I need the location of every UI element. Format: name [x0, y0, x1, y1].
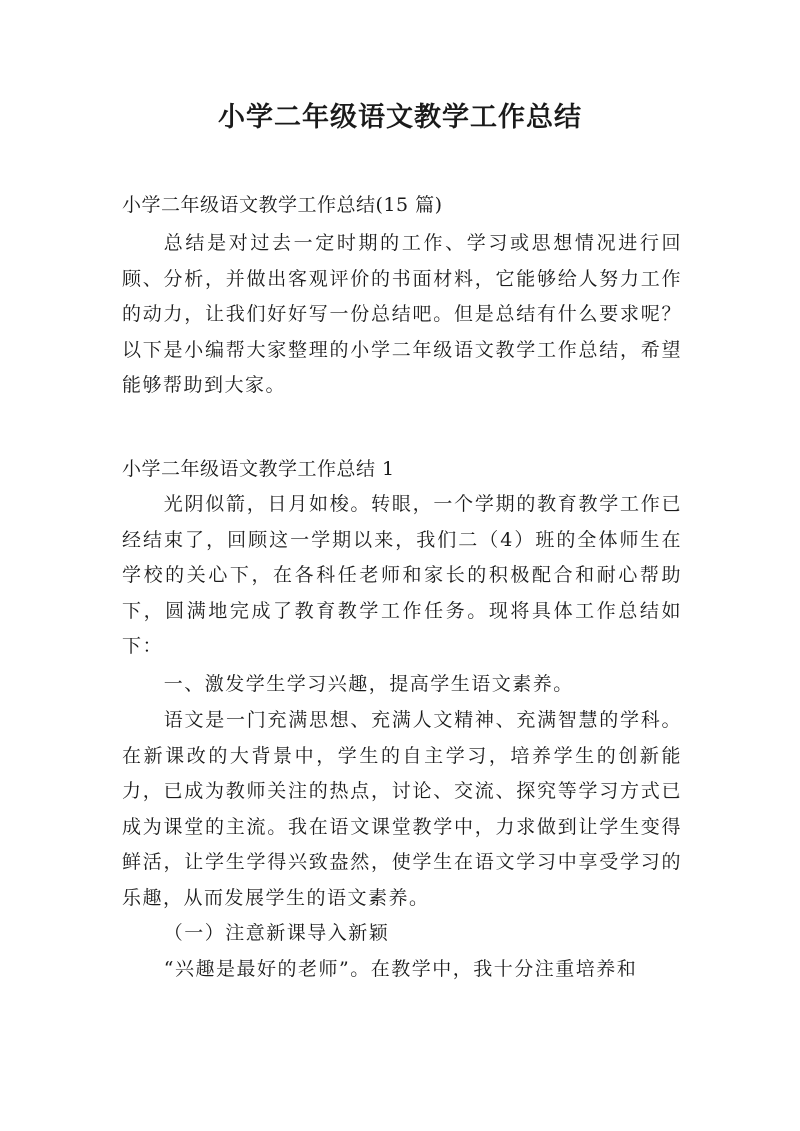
intro-paragraph: 总结是对过去一定时期的工作、学习或思想情况进行回顾、分析，并做出客观评价的书面材料，它能够给人努力工作的动力，让我们好好写一份总结吧。但是总结有什么要求呢？以下是小编帮大家整理的小学二年级语文教学工作总结，希望能够帮助到大家。	[122, 232, 682, 396]
interest-paragraph: “兴趣是最好的老师”。在教学中，我十分注重培养和	[163, 958, 638, 980]
language-paragraph: 语文是一门充满思想、充满人文精神、充满智慧的学科。在新课改的大背景中，学生的自主学习，培养学生的创新能力，已成为教师关注的热点，讨论、交流、探究等学习方式已成为课堂的主流。我在语文课堂教学中，力求做到让学生变得鲜活，让学生学得兴致盎然，使学生在语文学习中享受学习的乐趣，从而发展学生的语文素养。	[122, 709, 682, 909]
document-title: 小学二年级语文教学工作总结	[218, 102, 582, 133]
section-heading: 小学二年级语文教学工作总结 1	[122, 458, 395, 480]
opening-paragraph: 光阴似箭，日月如梭。转眼，一个学期的教育教学工作已经结束了，回顾这一学期以来，我们二（4）班的全体师生在学校的关心下，在各科任老师和家长的积极配合和耐心帮助下，圆满地完成了教育教学工作任务。现将具体工作总结如下：	[122, 493, 682, 657]
point-one-heading: 一、激发学生学习兴趣，提高学生语文素养。	[163, 673, 574, 695]
document-subtitle: 小学二年级语文教学工作总结(15 篇)	[122, 194, 443, 216]
sub-point-heading: （一）注意新课导入新颖	[163, 922, 390, 944]
